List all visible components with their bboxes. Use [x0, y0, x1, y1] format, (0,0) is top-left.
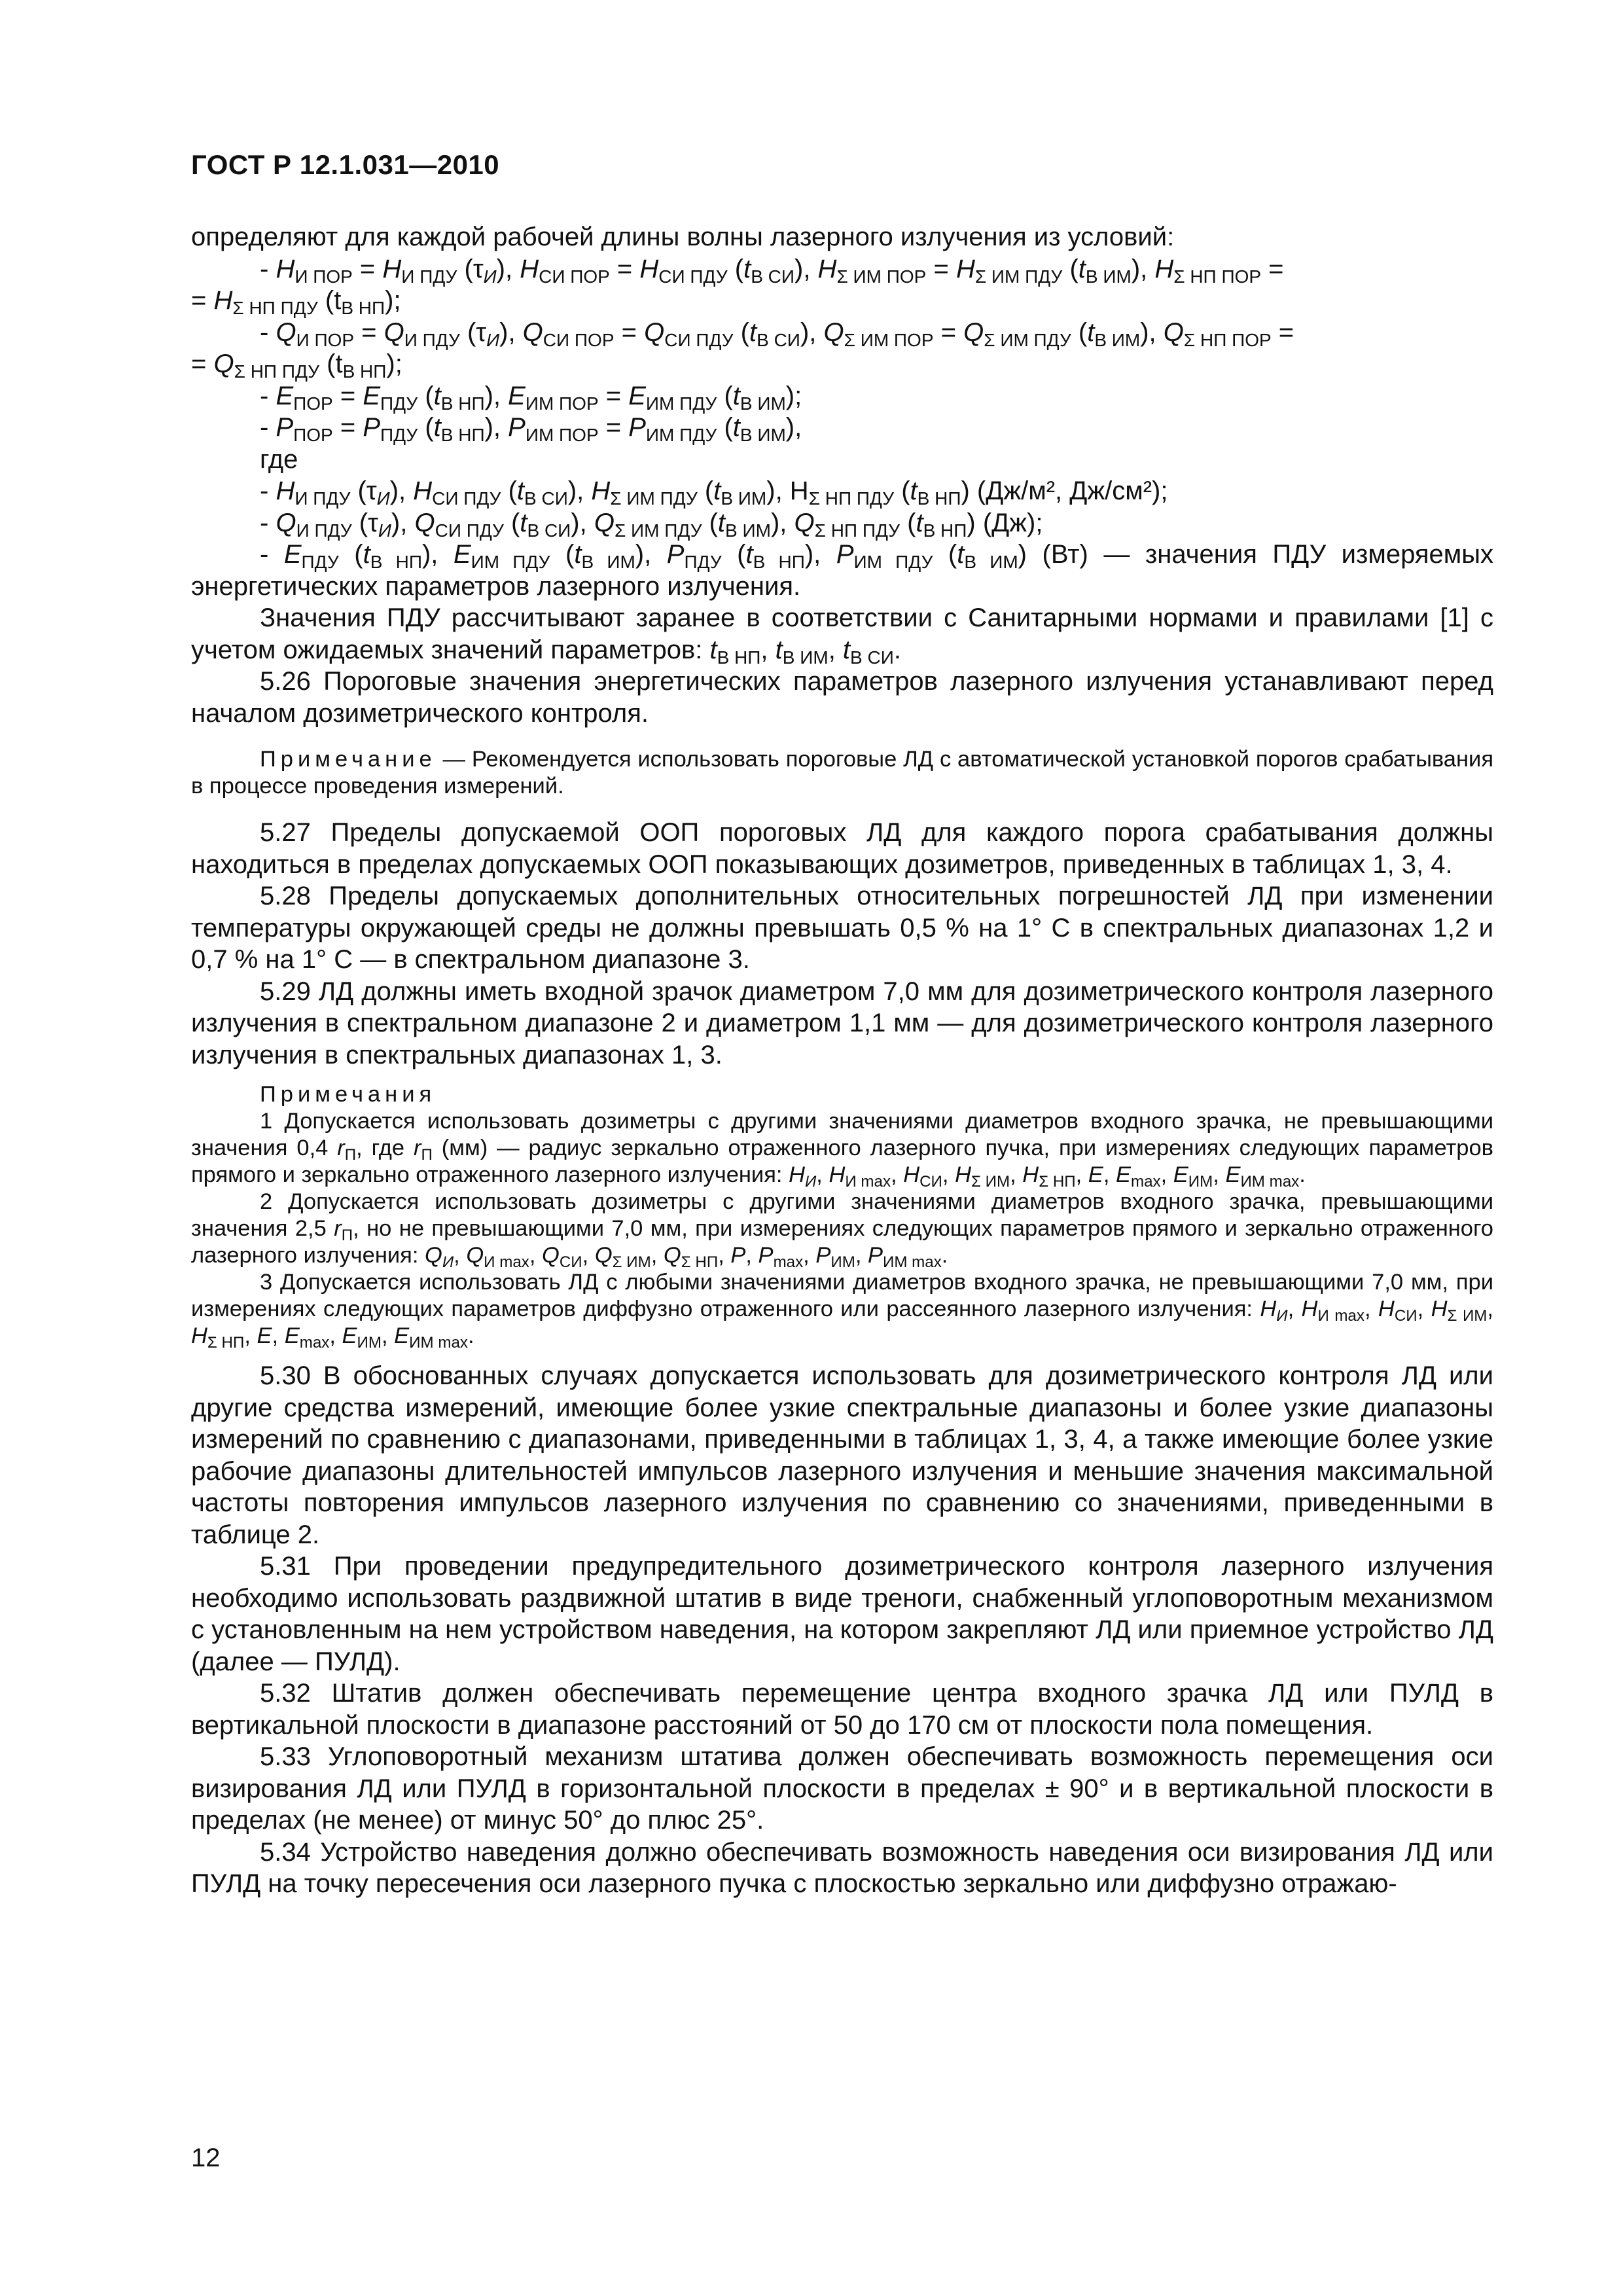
document-header: ГОСТ Р 12.1.031—2010	[191, 149, 500, 180]
where-label: где	[260, 444, 298, 474]
page-number: 12	[191, 2144, 221, 2172]
clause-5-27: 5.27 Пределы допускаемой ООП пороговых ЛД для каждого порога срабатывания должны находиться в пределах допускаемых ООП показывающих дозиметров, приведенных в таблицах 1, 3, 4.	[191, 818, 1493, 879]
e-units-tail: — значения ПДУ измеряемых энергетических параметров лазерного излучения.	[191, 540, 1494, 601]
q-units: (Дж);	[982, 508, 1043, 537]
formula-e-thresholds: - $E_{ПОР} = E_{ПДУ}$ $(t_{В НП})$, $E_{ИМ ПОР} = E_{ИМ ПДУ}$ $(t_{В ИМ})$;	[260, 381, 802, 414]
note-1: 1 Допускается использовать дозиметры с другими значениями диаметров входного зрачка, не превышающими значения 0,4 $r_П$, где $r_П$ (мм) — радиус зеркально отраженного лазерного пучка, при измерениях следующих параметров прямого и зеркально отраженного лазерного излучения: $H_И$, $H_{И max}$, $H_{СИ}$, $H_{\Sigma ИМ}$, $H_{\Sigma НП}$, E, $E_{max}$, $E_{ИМ}$, $E_{ИМ max}$.	[191, 1109, 1493, 1191]
note-5-26: Примечание — Рекомендуется использовать пороговые ЛД с автоматической установкой порогов срабатывания в процессе проведения измерений.	[191, 747, 1493, 798]
formula-h-pdu: - $H_{И ПДУ}$ $(\tau_И)$, $H_{СИ ПДУ}$ $(t_{В СИ})$, $H_{\Sigma ИМ ПДУ}$ $(t_{В ИМ})$, $H_{\Sigma НП ПДУ}$ $(t_{В НП})$ (Дж/м², Дж/см²);	[260, 476, 1168, 509]
page-body	[191, 221, 1493, 1900]
formula-q-thresholds: - $Q_{И ПОР} = Q_{И ПДУ}$ $(\tau_И)$, $Q_{СИ ПОР} = Q_{СИ ПДУ}$ $(t_{В СИ})$, $Q_{\Sigma ИМ ПОР} = Q_{\Sigma ИМ ПДУ}$ $(t_{В ИМ})$, $Q_{\Sigma НП ПОР}$ =	[260, 317, 1294, 350]
e-units: (Вт)	[1042, 540, 1088, 569]
clause-5-31: 5.31 При проведении предупредительного дозиметрического контроля лазерного излучения необходимо использовать раздвижной штатив в виде треноги, снабженный углоповоротным механизмом с установленным на нем устройством наведения, на котором закрепляют ЛД или приемное устройство ЛД (далее — ПУЛД).	[191, 1552, 1493, 1676]
clause-5-30: 5.30 В обоснованных случаях допускается использовать для дозиметрического контроля ЛД или другие средства измерений, имеющие более узкие спектральные диапазоны и более узкие диапазоны измерений по сравнению с диапазонами, приведенными в таблицах 1, 3, 4, а также имеющие более узкие рабочие диапазоны длительностей импульсов лазерного излучения и меньшие значения максимальной частоты повторения импульсов лазерного излучения по сравнению со значениями, приведенными в таблице 2.	[191, 1361, 1493, 1549]
note-label: Примечание	[260, 747, 437, 772]
clause-5-28: 5.28 Пределы допускаемых дополнительных относительных погрешностей ЛД при изменении температуры окружающей среды не должны превышать 0,5 % на 1° С в спектральных диапазонах 1,2 и 0,7 % на 1° С — в спектральном диапазоне 3.	[191, 882, 1493, 974]
intro-paragraph: определяют для каждой рабочей длины волны лазерного излучения из условий:	[191, 223, 1175, 251]
note-2: 2 Допускается использовать дозиметры с другими значениями диаметров входного зрачка, превышающими значения 2,5 $r_П$, но не превышающими 7,0 мм, при измерениях следующих параметров прямого и зеркально отраженного лазерного излучения: $Q_И$, $Q_{И max}$, $Q_{СИ}$, $Q_{\Sigma ИМ}$, $Q_{\Sigma НП}$, P, $P_{max}$, $P_{ИМ}$, $P_{ИМ max}$.	[191, 1189, 1493, 1271]
formula-q-thresholds-cont: = $Q_{\Sigma НП ПДУ}$ $(t_{В НП})$;	[191, 350, 402, 382]
clause-5-26: 5.26 Пороговые значения энергетических параметров лазерного излучения устанавливают перед началом дозиметрического контроля.	[191, 667, 1493, 728]
note-3: 3 Допускается использовать ЛД с любыми значениями диаметров входного зрачка, не превышающими 7,0 мм, при измерениях следующих параметров диффузно отраженного или рассеянного лазерного излучения: $H_И$, $H_{И max}$, $H_{СИ}$, $H_{\Sigma ИМ}$, $H_{\Sigma НП}$, E, $E_{max}$, $E_{ИМ}$, $E_{ИМ max}$.	[191, 1270, 1493, 1352]
formula-h-thresholds: - $H_{И ПОР} = H_{И ПДУ}$ $(\tau_И)$, $H_{СИ ПОР} = H_{СИ ПДУ}$ $(t_{В СИ})$, $H_{\Sigma ИМ ПОР} = H_{\Sigma ИМ ПДУ}$ $(t_{В ИМ})$, $H_{\Sigma НП ПОР}$ =	[260, 254, 1284, 287]
clause-5-33: 5.33 Углоповоротный механизм штатива должен обеспечивать возможность перемещения оси визирования ЛД или ПУЛД в горизонтальной плоскости в пределах ± 90° и в вертикальной плоскости в пределах (не менее) от минус 50° до плюс 25°.	[191, 1742, 1493, 1835]
formula-h-thresholds-cont: = $H_{\Sigma НП ПДУ}$ $(t_{В НП})$;	[191, 286, 401, 318]
clause-5-32: 5.32 Штатив должен обеспечивать перемещение центра входного зрачка ЛД или ПУЛД в вертикальной плоскости в диапазоне расстояний от 50 до 170 см от плоскости пола помещения.	[191, 1679, 1493, 1740]
clause-5-34: 5.34 Устройство наведения должно обеспечивать возможность наведения оси визирования ЛД или ПУЛД на точку пересечения оси лазерного пучка с плоскостью зеркально или диффузно отражаю-	[191, 1837, 1493, 1898]
h-units: (Дж/м², Дж/см²);	[976, 476, 1168, 505]
formula-e-pdu: - $E_{ПДУ}$ $(t_{В НП})$, $E_{ИМ ПДУ}$ $(t_{В ИМ})$, $P_{ПДУ}$ $(t_{В НП})$, $P_{ИМ ПДУ}$ $(t_{В ИМ})$ (Вт) — значения ПДУ измеряемых энергетических параметров лазерного излучения.	[191, 540, 1494, 601]
formula-p-thresholds: - $P_{ПОР} = P_{ПДУ}$ $(t_{В НП})$, $P_{ИМ ПОР} = P_{ИМ ПДУ}$ $(t_{В ИМ})$,	[260, 413, 802, 445]
notes-heading: Примечания	[260, 1082, 437, 1107]
formula-q-pdu: - $Q_{И ПДУ}$ $(\tau_И)$, $Q_{СИ ПДУ}$ $(t_{В СИ})$, $Q_{\Sigma ИМ ПДУ}$ $(t_{В ИМ})$, $Q_{\Sigma НП ПДУ}$ $(t_{В НП})$ (Дж);	[260, 508, 1043, 541]
clause-5-29: 5.29 ЛД должны иметь входной зрачок диаметром 7,0 мм для дозиметрического контроля лазерного излучения в спектральном диапазоне 2 и диаметром 1,1 мм — для дозиметрического контроля лазерного излучения в спектральных диапазонах 1, 3.	[191, 977, 1493, 1069]
pdu-calc-paragraph: Значения ПДУ рассчитывают заранее в соответствии с Санитарными нормами и правилами [1] с учетом ожидаемых значений параметров: $t_{В НП}$, $t_{В ИМ}$, $t_{В СИ}$.	[191, 603, 1493, 668]
